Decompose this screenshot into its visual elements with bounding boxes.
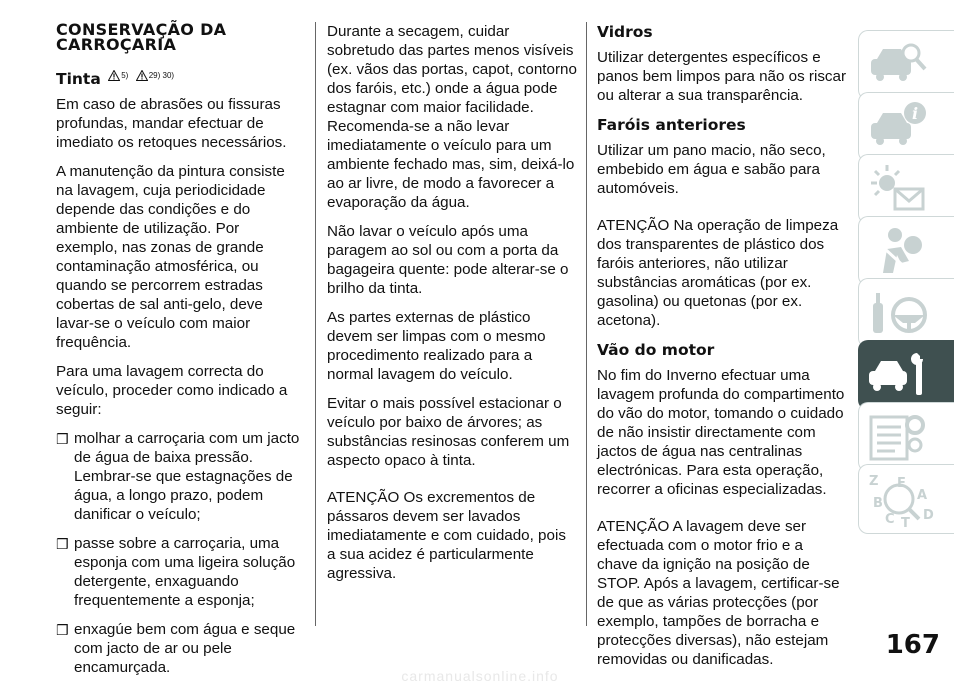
reference-number: 29) 30) — [148, 71, 175, 80]
car-search-icon — [865, 35, 929, 95]
subsection-heading-tinta — [56, 66, 300, 89]
reference-number: 5) — [121, 71, 129, 80]
subsection-heading-motor: Vão do motor — [597, 341, 715, 359]
column-divider — [586, 22, 587, 626]
bullet-list — [56, 429, 300, 677]
tab-car-search[interactable] — [858, 30, 954, 100]
checkbox-bullet-icon: ❒ — [56, 431, 69, 448]
warning-paragraph: ATENÇÃO Os excrementos de pássaros devem ser lavados imediatamente e com cuidado, pois a sua acidez é particularmente agressiva. — [327, 489, 566, 582]
tab-dashboard-lights[interactable] — [858, 154, 954, 224]
section-heading: CONSERVAÇÃO DA CARROÇARIA — [56, 20, 227, 54]
subsection-title: Tinta — [56, 70, 101, 89]
paragraph: Não lavar o veículo após uma paragem ao sol ou com a porta da bagageira quente: pode alterar-se o brilho da tinta. — [327, 223, 569, 297]
tab-technical-data[interactable] — [858, 402, 954, 472]
car-maintenance-icon — [865, 345, 929, 405]
alphabetical-index-icon — [865, 469, 935, 531]
paragraph: Evitar o mais possível estacionar o veículo por baixo de árvores; as substâncias resinosas conferem um aspecto opaco à tinta. — [327, 395, 570, 469]
index-letter: B — [873, 496, 883, 511]
tab-car-info[interactable] — [858, 92, 954, 162]
index-letter: A — [917, 488, 928, 503]
list-item: ❒ passe sobre a carroçaria, uma esponja com uma ligeira solução detergente, enxaguando frequentemente a esponja; — [56, 535, 296, 610]
warning-triangle-icon — [108, 70, 120, 81]
paragraph: Utilizar detergentes específicos e panos bem limpos para não os riscar ou alterar a sua transparência. — [597, 49, 847, 104]
steering-start-icon — [865, 283, 929, 343]
index-letter: D — [923, 508, 934, 523]
warning-paragraph: ATENÇÃO Na operação de limpeza dos transparentes de plástico dos faróis anteriores, não utilizar substâncias aromáticas (por ex. gasolina) ou quetonas (por ex. acetona). — [597, 217, 839, 329]
tab-alphabetical-index[interactable] — [858, 464, 954, 534]
warning-paragraph: ATENÇÃO A lavagem deve ser efectuada com o motor frio e a chave da ignição na posição de STOP. Após a lavagem, certificar-se de que as várias protecções (por exemplo, tampões de borracha e protecções diversas), não estejam removidas ou danificadas. — [597, 518, 840, 668]
paragraph: Em caso de abrasões ou fissuras profundas, mandar efectuar de imediato os retoques necessários. — [56, 96, 287, 152]
index-letter: T — [901, 516, 910, 531]
page-number: 167 — [885, 630, 940, 660]
paragraph: As partes externas de plástico devem ser limpas com o mesmo procedimento realizado para a normal lavagem do veículo. — [327, 309, 546, 383]
paragraph: Utilizar um pano macio, não seco, embebido em água e sabão para automóveis. — [597, 142, 826, 197]
column-divider — [315, 22, 316, 626]
car-info-icon — [865, 97, 929, 157]
svg-text:i: i — [912, 104, 919, 123]
checkbox-bullet-icon: ❒ — [56, 622, 69, 639]
tab-safety[interactable] — [858, 216, 954, 286]
dashboard-lights-icon — [865, 159, 929, 219]
warning-triangle-icon — [136, 70, 148, 81]
paragraph: A manutenção da pintura consiste na lavagem, cuja periodicidade depende das condições e do ambiente de utilização. Por exemplo, nas zonas de grande contaminação atmosférica, ou quando se percorrem estradas cobertas de sal anti-gelo, deve lavar-se o veículo com maior frequência. — [56, 163, 285, 352]
index-letter: E — [897, 476, 906, 491]
subsection-heading-vidros: Vidros — [597, 23, 653, 41]
list-item: ❒ enxagúe bem com água e seque com jacto de ar ou pele encamurçada. — [56, 621, 296, 677]
technical-data-icon — [865, 407, 929, 467]
tab-maintenance-active[interactable] — [858, 340, 954, 410]
checkbox-bullet-icon: ❒ — [56, 536, 69, 553]
column-middle — [327, 22, 577, 593]
watermark-text: carmanualsonline.info — [401, 668, 559, 684]
index-letter: Z — [869, 474, 879, 489]
list-item: ❒ molhar a carroçaria com um jacto de água de baixa pressão. Lembrar-se que estagnações de água, a longo prazo, podem danificar o veículo; — [56, 430, 300, 524]
column-right — [597, 22, 847, 679]
paragraph: Para uma lavagem correcta do veículo, proceder como indicado a seguir: — [56, 363, 288, 419]
index-letter: C — [885, 512, 895, 527]
safety-airbag-icon — [865, 221, 929, 281]
tab-starting-driving[interactable] — [858, 278, 954, 348]
paragraph: No fim do Inverno efectuar uma lavagem profunda do compartimento do vão do motor, tomando o cuidado de não insistir directamente com jactos de água nas centralinas electrónicas. Para esta operação, recorrer a oficinas especializadas. — [597, 367, 845, 498]
paragraph: Durante a secagem, cuidar sobretudo das partes menos visíveis (ex. vãos das portas, capot, contorno dos faróis, etc.) onde a água pode estagnar com maior facilidade. Recomenda-se a não levar imediatamente o veículo para um ambiente fechado mas, sim, deixá-lo ao ar livre, de modo a favorecer a evaporação da água. — [327, 23, 577, 211]
subsection-heading-farois: Faróis anteriores — [597, 116, 746, 134]
column-left — [56, 22, 300, 687]
